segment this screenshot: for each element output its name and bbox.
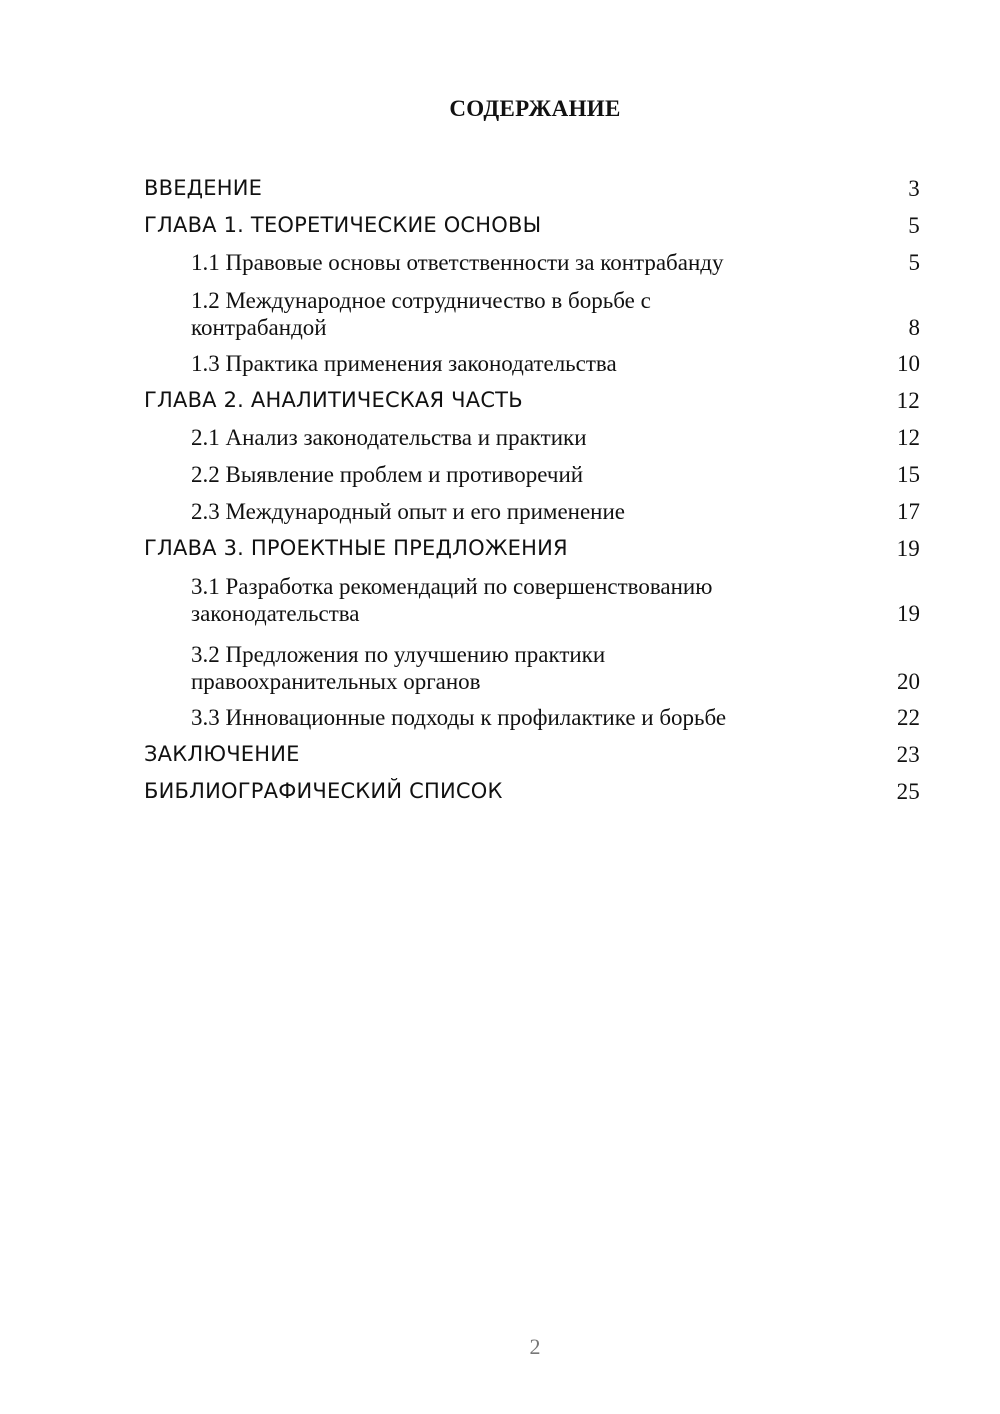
page-title: СОДЕРЖАНИЕ: [449, 96, 621, 121]
toc-entry-section-3-2[interactable]: [144, 631, 920, 699]
toc-entry-section-3-1[interactable]: [144, 567, 920, 631]
toc-entry-label: ЗАКЛЮЧЕНИЕ: [144, 742, 300, 766]
toc-entry-label: 2.1 Анализ законодательства и практики: [191, 425, 587, 450]
toc-entry-introduction[interactable]: [144, 170, 920, 207]
toc-entry-chapter-2[interactable]: [144, 382, 920, 419]
toc-entry-page: 17: [897, 499, 920, 524]
toc-entry-page: 19: [897, 601, 920, 626]
toc-entry-page: 10: [897, 351, 920, 376]
toc-entry-page: 15: [897, 462, 920, 487]
toc-entry-bibliography[interactable]: [144, 773, 920, 810]
toc-entry-label: 3.3 Инновационные подходы к профилактике и борьбе: [191, 705, 727, 730]
toc-entry-chapter-3[interactable]: [144, 530, 920, 567]
toc-entry-page: 23: [896, 742, 920, 767]
toc-entry-label: БИБЛИОГРАФИЧЕСКИЙ СПИСОК: [144, 779, 503, 803]
toc-entry-page: 12: [896, 388, 920, 413]
toc-entry-section-2-3[interactable]: [144, 493, 920, 530]
toc-entry-section-2-2[interactable]: [144, 456, 920, 493]
toc-entry-page: 5: [908, 250, 920, 275]
toc-entry-page: 22: [897, 705, 920, 730]
toc-entry-label: 2.3 Международный опыт и его применение: [191, 499, 625, 524]
toc-entry-label: ВВЕДЕНИЕ: [144, 176, 263, 200]
toc-entry-conclusion[interactable]: [144, 736, 920, 773]
toc-entry-page: 20: [897, 669, 920, 694]
toc-entry-page: 8: [908, 315, 920, 340]
toc-entry-label: 3.2 Предложения по улучшению практики правоохранительных органов: [191, 642, 606, 694]
toc-entry-page: 3: [908, 176, 920, 201]
page-number: 2: [529, 1334, 541, 1359]
toc-entry-label: 1.3 Практика применения законодательства: [191, 351, 617, 376]
toc-entry-page: 25: [896, 779, 920, 804]
toc-entry-label: 1.1 Правовые основы ответственности за контрабанду: [191, 250, 724, 275]
toc-entry-page: 12: [897, 425, 920, 450]
toc-entry-label: ГЛАВА 3. ПРОЕКТНЫЕ ПРЕДЛОЖЕНИЯ: [144, 536, 568, 560]
toc-entry-section-3-3[interactable]: [144, 699, 920, 736]
toc-entry-label: 2.2 Выявление проблем и противоречий: [191, 462, 584, 487]
toc-entry-section-1-3[interactable]: [144, 345, 920, 382]
toc-entry-label: ГЛАВА 1. ТЕОРЕТИЧЕСКИЕ ОСНОВЫ: [144, 213, 542, 237]
toc-entry-section-1-1[interactable]: [144, 244, 920, 281]
toc-entry-chapter-1[interactable]: [144, 207, 920, 244]
toc-entry-page: 5: [908, 213, 920, 238]
toc-entry-section-2-1[interactable]: [144, 419, 920, 456]
toc-entry-section-1-2[interactable]: [144, 281, 920, 345]
toc-entry-label: 1.2 Международное сотрудничество в борьбе с контрабандой: [191, 288, 651, 340]
toc-entry-label: 3.1 Разработка рекомендаций по совершенствованию законодательства: [191, 574, 713, 626]
toc-entry-page: 19: [896, 536, 920, 561]
toc-entry-label: ГЛАВА 2. АНАЛИТИЧЕСКАЯ ЧАСТЬ: [144, 388, 523, 412]
table-of-contents: [144, 170, 920, 810]
